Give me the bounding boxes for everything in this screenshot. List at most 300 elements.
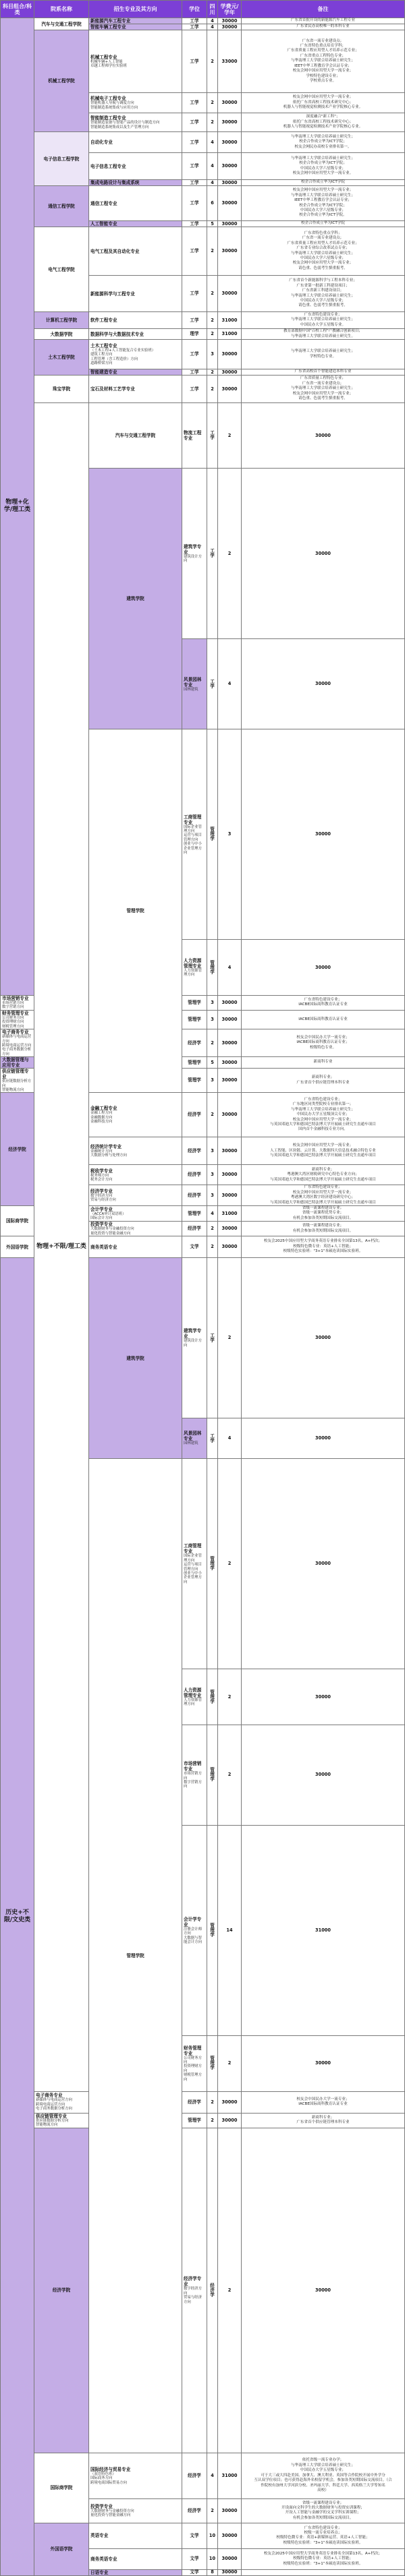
note-line: 广东省首个供应链管理本科专业: [296, 1080, 350, 1085]
major-cell: [89, 1222, 182, 1236]
years-cell: 4: [207, 180, 218, 186]
years-cell: 10: [207, 2548, 218, 2569]
major-direction: 数字经济方向: [184, 2287, 202, 2296]
school-cell: 国际商学院: [1, 1206, 34, 1236]
note-cell: [242, 180, 405, 186]
fee-cell: 30000: [218, 186, 242, 221]
major-direction: （ACCA审计双语班）: [90, 1211, 126, 1216]
fee-cell: 30000: [218, 1165, 242, 1185]
major-name: 电子商务专业: [36, 2093, 63, 2099]
years-cell: 3: [207, 995, 218, 1010]
major-cell: [89, 1206, 182, 1222]
years-cell: 2: [207, 1093, 218, 1137]
note-line: 粤港澳大湾区数字经济建设研究中心；: [290, 1195, 356, 1200]
note-cell: [242, 18, 405, 24]
note-line: 可于大三或大四赴美国、加拿大、澳大利亚、英国等合作院校开展中外学分: [261, 2473, 385, 2478]
major-cell: [89, 1185, 182, 1206]
major-name: 市场营销专业: [2, 996, 29, 1002]
fee-cell: 30000: [218, 1069, 242, 1093]
note-cell: [242, 93, 405, 113]
major-name: 土木工程专业: [90, 342, 117, 349]
major-name: 工商管理专业: [184, 814, 202, 825]
years-cell: 14: [218, 1825, 242, 2035]
major-cell: [89, 2498, 182, 2523]
fee-cell: 30000: [218, 1236, 242, 1258]
major-name: 金融工程专业: [90, 1106, 117, 1112]
major-cell: [89, 1137, 182, 1165]
header-subject-group: 科目组合/科类: [1, 1, 34, 18]
degree-cell: 经济学: [182, 1093, 207, 1137]
major-direction: 智能制造装备与智能产品的设计与制造方向: [90, 121, 160, 125]
degree-cell: 工学: [182, 153, 207, 180]
note-cell: [242, 329, 405, 340]
major-direction: 市场营销方向: [184, 1772, 202, 1780]
major-name: 建筑学专业: [184, 1328, 202, 1340]
note-line: 校级一流专业培养点；: [304, 2531, 342, 2535]
school-cell: 机械工程学院: [34, 30, 89, 132]
note-line: IACBE国际商科教育认证专业: [298, 1002, 348, 1007]
major-direction: 金融工程方向: [90, 1111, 113, 1116]
note-cell: [242, 1029, 405, 1057]
major-cell: [89, 227, 182, 276]
major-name: 软件工程专业: [90, 318, 117, 323]
table-row: [1, 376, 405, 403]
major-direction: 金融统计方向: [90, 1149, 113, 1154]
note-line: IACBE国际商科教育认证专业: [298, 2102, 348, 2106]
table-row: [1, 2091, 405, 2113]
degree-cell: 工学: [182, 227, 207, 276]
major-direction: 新媒体与电商运营方向: [36, 2098, 72, 2103]
note-line: 广东地区同类型院校专业排名第一；: [292, 1102, 354, 1107]
degree-cell: 经济学: [182, 2091, 207, 2113]
degree-cell: 文学: [182, 2548, 207, 2569]
note-line: 与华南理工大学联合培养硕士研究生；: [290, 386, 356, 391]
major-direction: 建筑设计方向: [184, 1339, 202, 1348]
years-cell: 2: [218, 1725, 242, 1825]
degree-cell: 工学: [182, 186, 207, 221]
note-cell: [242, 2569, 405, 2575]
note-line: 校友会2025中国应用型大学商务英语专业排名全国第13名，A+档次；: [263, 1239, 383, 1244]
major-cell: [1, 1029, 34, 1057]
subject-group-cell: 物理+化学/理工类: [1, 18, 34, 996]
major-cell: [89, 153, 182, 180]
years-cell: 2: [207, 329, 218, 340]
fee-cell: 31000: [218, 1206, 242, 1222]
note-line: 校友会网中国应用型大学一流专业；: [292, 261, 354, 266]
note-line: 校友会网中国应用型大学一流专业；: [292, 1143, 354, 1148]
fee-cell: 30000: [218, 2548, 242, 2569]
note-line: 校企合作成立华为ICT学院: [301, 221, 345, 226]
years-cell: 3: [207, 1069, 218, 1093]
note-line: 广东省首批开设的新能源汽车工程专业: [290, 18, 356, 23]
fee-cell: 30000: [218, 24, 242, 30]
note-cell: [242, 30, 405, 93]
note-line: 广东省特色重点培育学科；: [300, 44, 346, 49]
major-cell: [34, 2091, 89, 2113]
years-cell: 4: [207, 1206, 218, 1222]
major-cell: [89, 312, 182, 329]
note-cell: [242, 132, 405, 153]
note-line: 广东省一流专业建设点；: [302, 381, 344, 386]
degree-cell: 管理学: [207, 1725, 218, 1825]
years-cell: 2: [207, 369, 218, 376]
fee-cell: 33000: [218, 30, 242, 93]
school-cell: 电子信息工程学院: [34, 132, 89, 186]
note-line: 与华南理工大学联合培养硕士研究生；: [290, 193, 356, 198]
fee-cell: 31000: [218, 329, 242, 340]
note-line: 粤港澳大湾区财税研究中心特色专业方向；: [287, 1172, 359, 1177]
note-line: 校级特色实验班："3+1"本硕连读国际实验班。: [283, 1249, 363, 1254]
note-cell: [242, 2113, 405, 2128]
years-cell: 2: [207, 1222, 218, 1236]
note-line: 校企合作成立华为ICT学院；: [299, 203, 347, 208]
major-direction: 跨境电商运营方向: [2, 1043, 32, 1048]
major-direction: 大数据财务与金融投资方向: [90, 2509, 134, 2513]
school-cell: 外国语学院: [1, 1236, 34, 1258]
years-cell: 5: [207, 221, 218, 227]
note-line: 有机会参加各类短期国际交流项目。: [292, 1216, 354, 1220]
major-name: 投资学专业: [90, 2504, 113, 2509]
note-line: IACBE国际商科教育认证专业；: [296, 1040, 350, 1045]
major-cell: [182, 1669, 207, 1725]
note-line: 校友会网中国应用型大学一流专业；: [292, 1117, 354, 1122]
years-cell: 4: [218, 940, 242, 995]
school-cell: 通信工程学院: [34, 186, 89, 227]
subject-group-cell: 物理+不限/理工类: [34, 403, 89, 2092]
major-cell: [89, 376, 182, 403]
major-cell: [89, 340, 182, 369]
school-cell: 汽车与交通工程学院: [89, 403, 182, 469]
fee-cell: 30000: [242, 940, 405, 995]
degree-cell: 经济学: [182, 1222, 207, 1236]
fee-cell: 30000: [242, 403, 405, 469]
major-direction: 创业与中小企业管理方向: [184, 842, 202, 855]
degree-cell: 理学: [182, 329, 207, 340]
degree-cell: 经济学: [207, 2128, 218, 2453]
note-line: 与华南理工大学联合培养硕士研究生；: [290, 134, 356, 139]
school-cell: 土木工程学院: [34, 340, 89, 376]
major-direction: 跨境电商运营方向: [36, 2102, 65, 2107]
note-line: 中国民办大学六星级专业；: [300, 256, 346, 260]
school-cell: 外国语学院: [34, 2523, 89, 2575]
major-direction: 注册会计师方向: [184, 1927, 202, 1936]
degree-cell: 工学: [207, 403, 218, 469]
fee-cell: 31000: [218, 312, 242, 329]
major-name: 财务管理专业: [184, 2045, 202, 2056]
note-line: 广东省特色建设专业；: [304, 1097, 342, 1102]
major-name: 投资学专业: [90, 1222, 113, 1228]
degree-cell: 工学: [182, 221, 207, 227]
note-line: 广东省质量工程特色专业；: [300, 376, 346, 381]
header-notes: 备注: [242, 1, 405, 18]
fee-cell: 30000: [218, 1029, 242, 1057]
major-name: 日语专业: [90, 2569, 109, 2575]
fee-cell: 30000: [242, 1418, 405, 1459]
note-line: 广东省重点工程特色专业；: [300, 53, 346, 58]
degree-cell: 管理学: [182, 995, 207, 1010]
note-cell: [242, 340, 405, 369]
fee-cell: 30000: [218, 153, 242, 180]
degree-cell: 工学: [182, 24, 207, 30]
major-cell: [182, 940, 207, 995]
note-line: 广东省一流专业建设点；: [302, 236, 344, 241]
major-name: 人工智能专业: [90, 221, 117, 227]
major-cell: [1, 1057, 34, 1069]
major-name: 商务英语专业: [90, 2556, 117, 2562]
major-name: 供应链管理专业: [36, 2113, 68, 2119]
note-line: 广东省首个供应链管理本科专业: [296, 2120, 350, 2124]
major-cell: [34, 2113, 89, 2128]
fee-cell: 31000: [218, 2453, 242, 2498]
note-line: 请色重、色弱考生慎重报考。: [298, 303, 348, 308]
note-line: 有机会参加各类短期国际交流项目。: [292, 1228, 354, 1233]
note-line: 校级特色微专业：英语+人工智能；: [293, 2556, 353, 2561]
major-direction: 建筑设计方向: [184, 554, 202, 564]
major-direction: 金融数据方向: [90, 1115, 113, 1120]
fee-cell: 30000: [218, 995, 242, 1010]
major-cell: [89, 113, 182, 132]
note-cell: [242, 312, 405, 329]
years-cell: 3: [218, 729, 242, 940]
note-line: 校级特色微专业：英语+新媒体运营、英语+人工智能；: [276, 2536, 370, 2540]
major-direction: 工程管理（含工程造价）方向: [90, 357, 138, 361]
fee-cell: 30000: [218, 2523, 242, 2548]
major-direction: 税务师方向: [90, 1173, 109, 1178]
major-name: 经济统计学专业: [90, 1144, 122, 1149]
years-cell: 4: [218, 1418, 242, 1459]
note-cell: [242, 2453, 405, 2498]
major-name: 人力资源管理专业: [184, 957, 202, 969]
note-line: 新商科专业: [313, 1060, 333, 1065]
degree-cell: 经济学: [182, 2498, 207, 2523]
degree-cell: 工学: [207, 469, 218, 639]
major-direction: 供应链数据分析方向: [2, 1079, 32, 1088]
note-line: 校友会网中国应用型大学一流专业；: [292, 95, 354, 100]
major-cell: [1, 995, 34, 1010]
table-row: [1, 2128, 405, 2453]
major-cell: [182, 1459, 207, 1669]
header-degree: 学位: [182, 1, 207, 18]
years-cell: 2: [207, 276, 218, 312]
note-line: 校友会网中国应用型大学一流专业；: [292, 69, 354, 73]
note-line: 校友会中国民办大学一流专业；: [296, 2097, 350, 2101]
major-name: 电气工程及其自动化专业: [90, 248, 140, 254]
major-name: 会计学专业: [184, 1916, 202, 1927]
major-name: 机械工程专业: [90, 54, 117, 60]
degree-cell: 管理学: [182, 1206, 207, 1222]
major-direction: 卓越工程师学位实验班: [90, 64, 127, 68]
major-direction: 园林建筑: [184, 1441, 198, 1446]
major-name: 工商管理专业: [184, 1543, 202, 1555]
note-line: 人工智能、区块链、云计算、大数据四大信息技术融合特色专业: [270, 1148, 376, 1153]
major-name: 市场营销专业: [184, 1761, 202, 1772]
header-school: 院系名称: [34, 1, 89, 18]
major-cell: [89, 2569, 182, 2575]
major-cell: [89, 132, 182, 153]
note-line: 校级特色实验班："3+1"本硕连读国际实验班。: [283, 2540, 363, 2545]
note-line: 机器人与智能视觉检测技术产业学院核心专业。: [283, 125, 363, 129]
fee-cell: 30000: [242, 729, 405, 940]
degree-cell: 管理学: [182, 2113, 207, 2128]
major-name: 建筑学专业: [184, 543, 202, 555]
note-line: 中国民办大学五星级专业。: [300, 322, 346, 327]
school-cell: 大数据学院: [34, 329, 89, 340]
major-name: 机械电子工程专业: [90, 96, 126, 102]
note-line: 与英国邓迪大学和德国巴特法博大学开展硕士研究生直通车项目: [270, 1200, 376, 1205]
major-name: 经济学专业: [90, 1188, 113, 1194]
major-direction: 国际企业管理方向: [184, 825, 202, 833]
years-cell: 6: [207, 186, 218, 221]
degree-cell: 经济学: [182, 1137, 207, 1165]
table-row: [1, 2113, 405, 2128]
major-direction: 智能物流方向: [2, 1088, 24, 1092]
degree-cell: 经济学: [182, 1185, 207, 1206]
note-line: 中国民办大学六星级专业；: [300, 208, 346, 212]
degree-cell: 工学: [182, 30, 207, 93]
major-cell: [89, 369, 182, 376]
fee-cell: 30000: [218, 221, 242, 227]
note-cell: [242, 376, 405, 403]
note-line: IEET中华工程教育学会认证专业；: [294, 63, 352, 68]
fee-cell: 30000: [218, 1137, 242, 1165]
degree-cell: 管理学: [207, 1669, 218, 1725]
major-direction: 数字经济方向: [90, 1193, 113, 1198]
major-cell: [182, 2036, 207, 2091]
major-cell: [182, 1418, 207, 1459]
major-direction: 智能物流方向: [36, 2123, 58, 2127]
table-row: [1, 2523, 405, 2548]
major-direction: 金融科技方向: [90, 1120, 113, 1125]
note-line: 机器人与智能视觉检测技术产业学院核心专业。: [283, 105, 363, 110]
note-line: 校级特色微专业：英语+人工智能；: [293, 1244, 353, 1249]
note-cell: [242, 2548, 405, 2569]
note-line: 作院校有加州大学河滨分校、圣玛丽大学、科廷大学、西英格兰大学等知名: [261, 2483, 385, 2488]
years-cell: 2: [207, 2498, 218, 2523]
school-cell: 建筑学院: [89, 1258, 182, 1459]
years-cell: 4: [207, 24, 218, 30]
major-cell: [1, 1010, 34, 1029]
major-name: 新能源汽车工程专业: [90, 18, 131, 24]
note-line: 中国民办大学五星级专业；: [300, 2468, 346, 2473]
fee-cell: 30000: [242, 1459, 405, 1669]
header-years: 四川: [207, 1, 218, 18]
fee-cell: 30000: [242, 639, 405, 729]
major-cell: [182, 403, 207, 469]
degree-cell: 工学: [207, 1418, 218, 1459]
major-cell: [182, 1725, 207, 1825]
degree-cell: 文学: [182, 2523, 207, 2548]
major-name: 物流工程专业: [184, 430, 202, 442]
major-cell: [89, 276, 182, 312]
note-line: 新商科专业；: [311, 1167, 335, 1172]
table-row: [1, 403, 405, 469]
note-line: IEET中华工程教育学会认证专业；: [294, 198, 352, 203]
note-line: 与华南理工大学联合培养硕士研究生；: [290, 251, 356, 256]
degree-cell: 工学: [182, 376, 207, 403]
years-cell: 4: [207, 2453, 218, 2498]
major-name: 智能建造专业: [90, 369, 117, 375]
fee-cell: 30000: [218, 93, 242, 113]
fee-cell: 30000: [218, 2091, 242, 2113]
major-direction: 国际企业管理方向: [184, 1554, 202, 1563]
major-name: 财务管理专业: [2, 1010, 29, 1016]
years-cell: 4: [207, 132, 218, 153]
note-line: 与华南理工大学联合培养硕士研究生；: [290, 318, 356, 322]
note-cell: [242, 1093, 405, 1137]
note-cell: [242, 221, 405, 227]
major-direction: 运营与项目管理方向: [184, 1563, 202, 1571]
major-direction: 税务会计方向: [90, 1177, 113, 1182]
years-cell: 2: [207, 376, 218, 403]
years-cell: 3: [207, 1185, 218, 1206]
major-cell: [89, 1165, 182, 1185]
years-cell: 8: [207, 2569, 218, 2575]
major-direction: 供应链数据分析方向: [36, 2118, 69, 2123]
note-line: 与华南理工大学联合培养硕士研究生；: [290, 293, 356, 298]
note-line: 开设人工智能与金融学的交叉学科实训课程；: [285, 2511, 361, 2515]
note-line: 广东省特色建设专业；: [304, 998, 342, 1002]
major-cell: [182, 1825, 207, 2035]
fee-cell: 30000: [218, 1057, 242, 1069]
years-cell: 4: [207, 153, 218, 180]
note-line: 与华南理工大学联合培养硕士研究生；: [290, 156, 356, 160]
note-line: 省级一流课程建设专业；: [302, 2500, 344, 2505]
major-cell: [89, 329, 182, 340]
table-body: [1, 18, 405, 2576]
note-cell: [242, 2523, 405, 2548]
degree-cell: 管理学: [207, 2036, 218, 2091]
major-direction: 财税管理方向: [184, 2073, 202, 2082]
major-name: 新能源科学与工程专业: [90, 291, 135, 297]
major-direction: 数字营销方向: [2, 1005, 24, 1010]
note-line: 广东省一流专业建设点；: [302, 38, 344, 43]
note-line: 中国民办大学五星级顶尖专业；: [296, 1112, 350, 1117]
years-cell: 2: [218, 403, 242, 469]
fee-cell: 30000: [242, 1669, 405, 1725]
note-line: 开设面向文科学生的大数据财务与投资实训课程；: [281, 2506, 365, 2510]
note-cell: [242, 2091, 405, 2113]
major-name: 经济学专业: [184, 2276, 202, 2287]
major-direction: 人力资源管理方向: [184, 968, 202, 978]
note-line: 广东省质量工程应用型人才培养示范专业；: [287, 49, 359, 53]
note-line: 互认双学位项目；也可获得赴海外名校留学机会，参加各类短期国际交流项目。（合: [254, 2478, 392, 2483]
note-line: 与英国邓迪大学和德国巴特法博大学开展硕士研究生直通车项目: [270, 1122, 376, 1127]
note-line: 校企合作成立华为ICT学院。: [299, 213, 347, 218]
major-direction: （双语特色班）: [90, 2472, 116, 2476]
fee-cell: 30000: [218, 369, 242, 376]
years-cell: 2: [207, 1236, 218, 1258]
years-cell: 2: [218, 1258, 242, 1418]
note-line: 中国民办大学六星级专业；: [300, 166, 346, 171]
school-cell: 国际商学院: [34, 2453, 89, 2523]
fee-cell: 30000: [218, 132, 242, 153]
table-row: [1, 132, 405, 153]
note-line: 与华南理工大学联合培养硕士研究生。: [290, 334, 356, 338]
major-direction: 国际会计方向: [90, 1216, 113, 1221]
table-row: [1, 312, 405, 329]
degree-cell: 工学: [182, 180, 207, 186]
note-line: 广东省新工科建设项目；: [302, 289, 344, 293]
major-direction: 量化投资与智能金融方向: [90, 1231, 131, 1236]
note-line: 校友会中国民办大学一流专业；: [296, 1036, 350, 1040]
major-name: 大数据管理与应用专业: [2, 1057, 29, 1069]
years-cell: 10: [207, 2523, 218, 2548]
fee-cell: 30000: [218, 1010, 242, 1029]
note-cell: [242, 1222, 405, 1236]
school-cell: 管理学院: [89, 729, 182, 1093]
note-line: 教育部数据中国"百校工程"产教融合创新项目；: [283, 329, 363, 334]
note-cell: [242, 186, 405, 221]
